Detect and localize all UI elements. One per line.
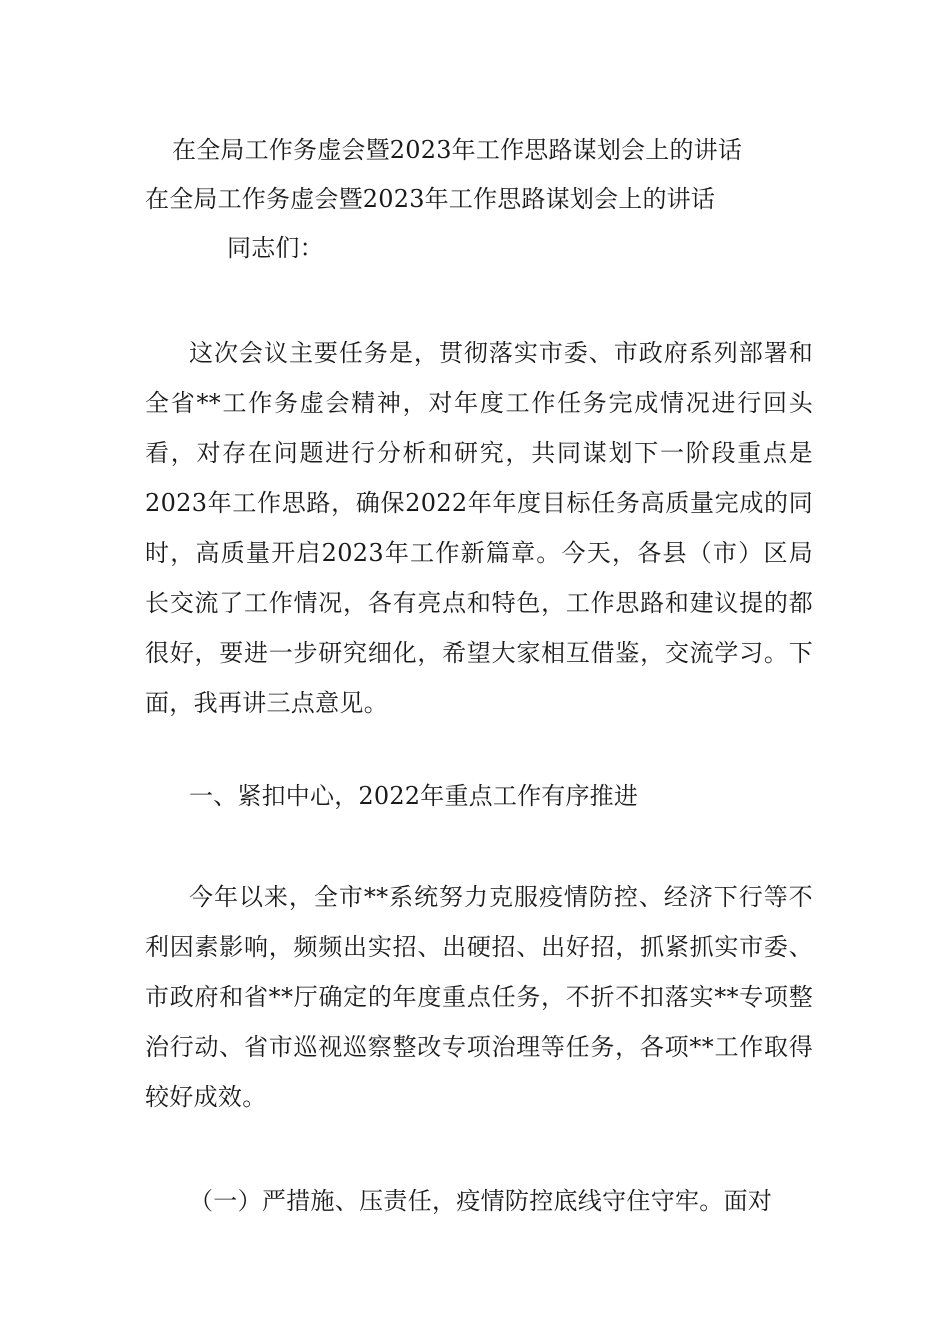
paragraph-intro: 这次会议主要任务是，贯彻落实市委、市政府系列部署和全省**工作务虚会精神，对年度工作任务完成情况进行回头看，对存在问题进行分析和研究，共同谋划下一阶段重点是2023年工作思路，确保2022年年度目标任务高质量完成的同时，高质量开启2023年工作新篇章。今天，各县（市）区局长交流了工作情况，各有亮点和特色，工作思路和建议提的都很好，要进一步研究细化，希望大家相互借鉴，交流学习。下面，我再讲三点意见。: [145, 339, 813, 717]
paragraph-section-1: 今年以来，全市**系统努力克服疫情防控、经济下行等不利因素影响，频频出实招、出硬招、出好招，抓紧抓实市委、市政府和省**厅确定的年度重点任务，不折不扣落实**专项整治行动、省市巡视巡察整改专项治理等任务，各项**工作取得较好成效。: [145, 883, 813, 1111]
greeting: 同志们：: [227, 234, 324, 262]
section-heading-1: 一、紧扣中心，2022年重点工作有序推进: [189, 782, 639, 810]
document-title: 在全局工作务虚会暨2023年工作思路谋划会上的讲话: [172, 136, 743, 164]
document-title-repeat: 在全局工作务虚会暨2023年工作思路谋划会上的讲话: [145, 185, 716, 213]
paragraph-subsection-1: （一）严措施、压责任，疫情防控底线守住守牢。面对: [189, 1187, 773, 1215]
